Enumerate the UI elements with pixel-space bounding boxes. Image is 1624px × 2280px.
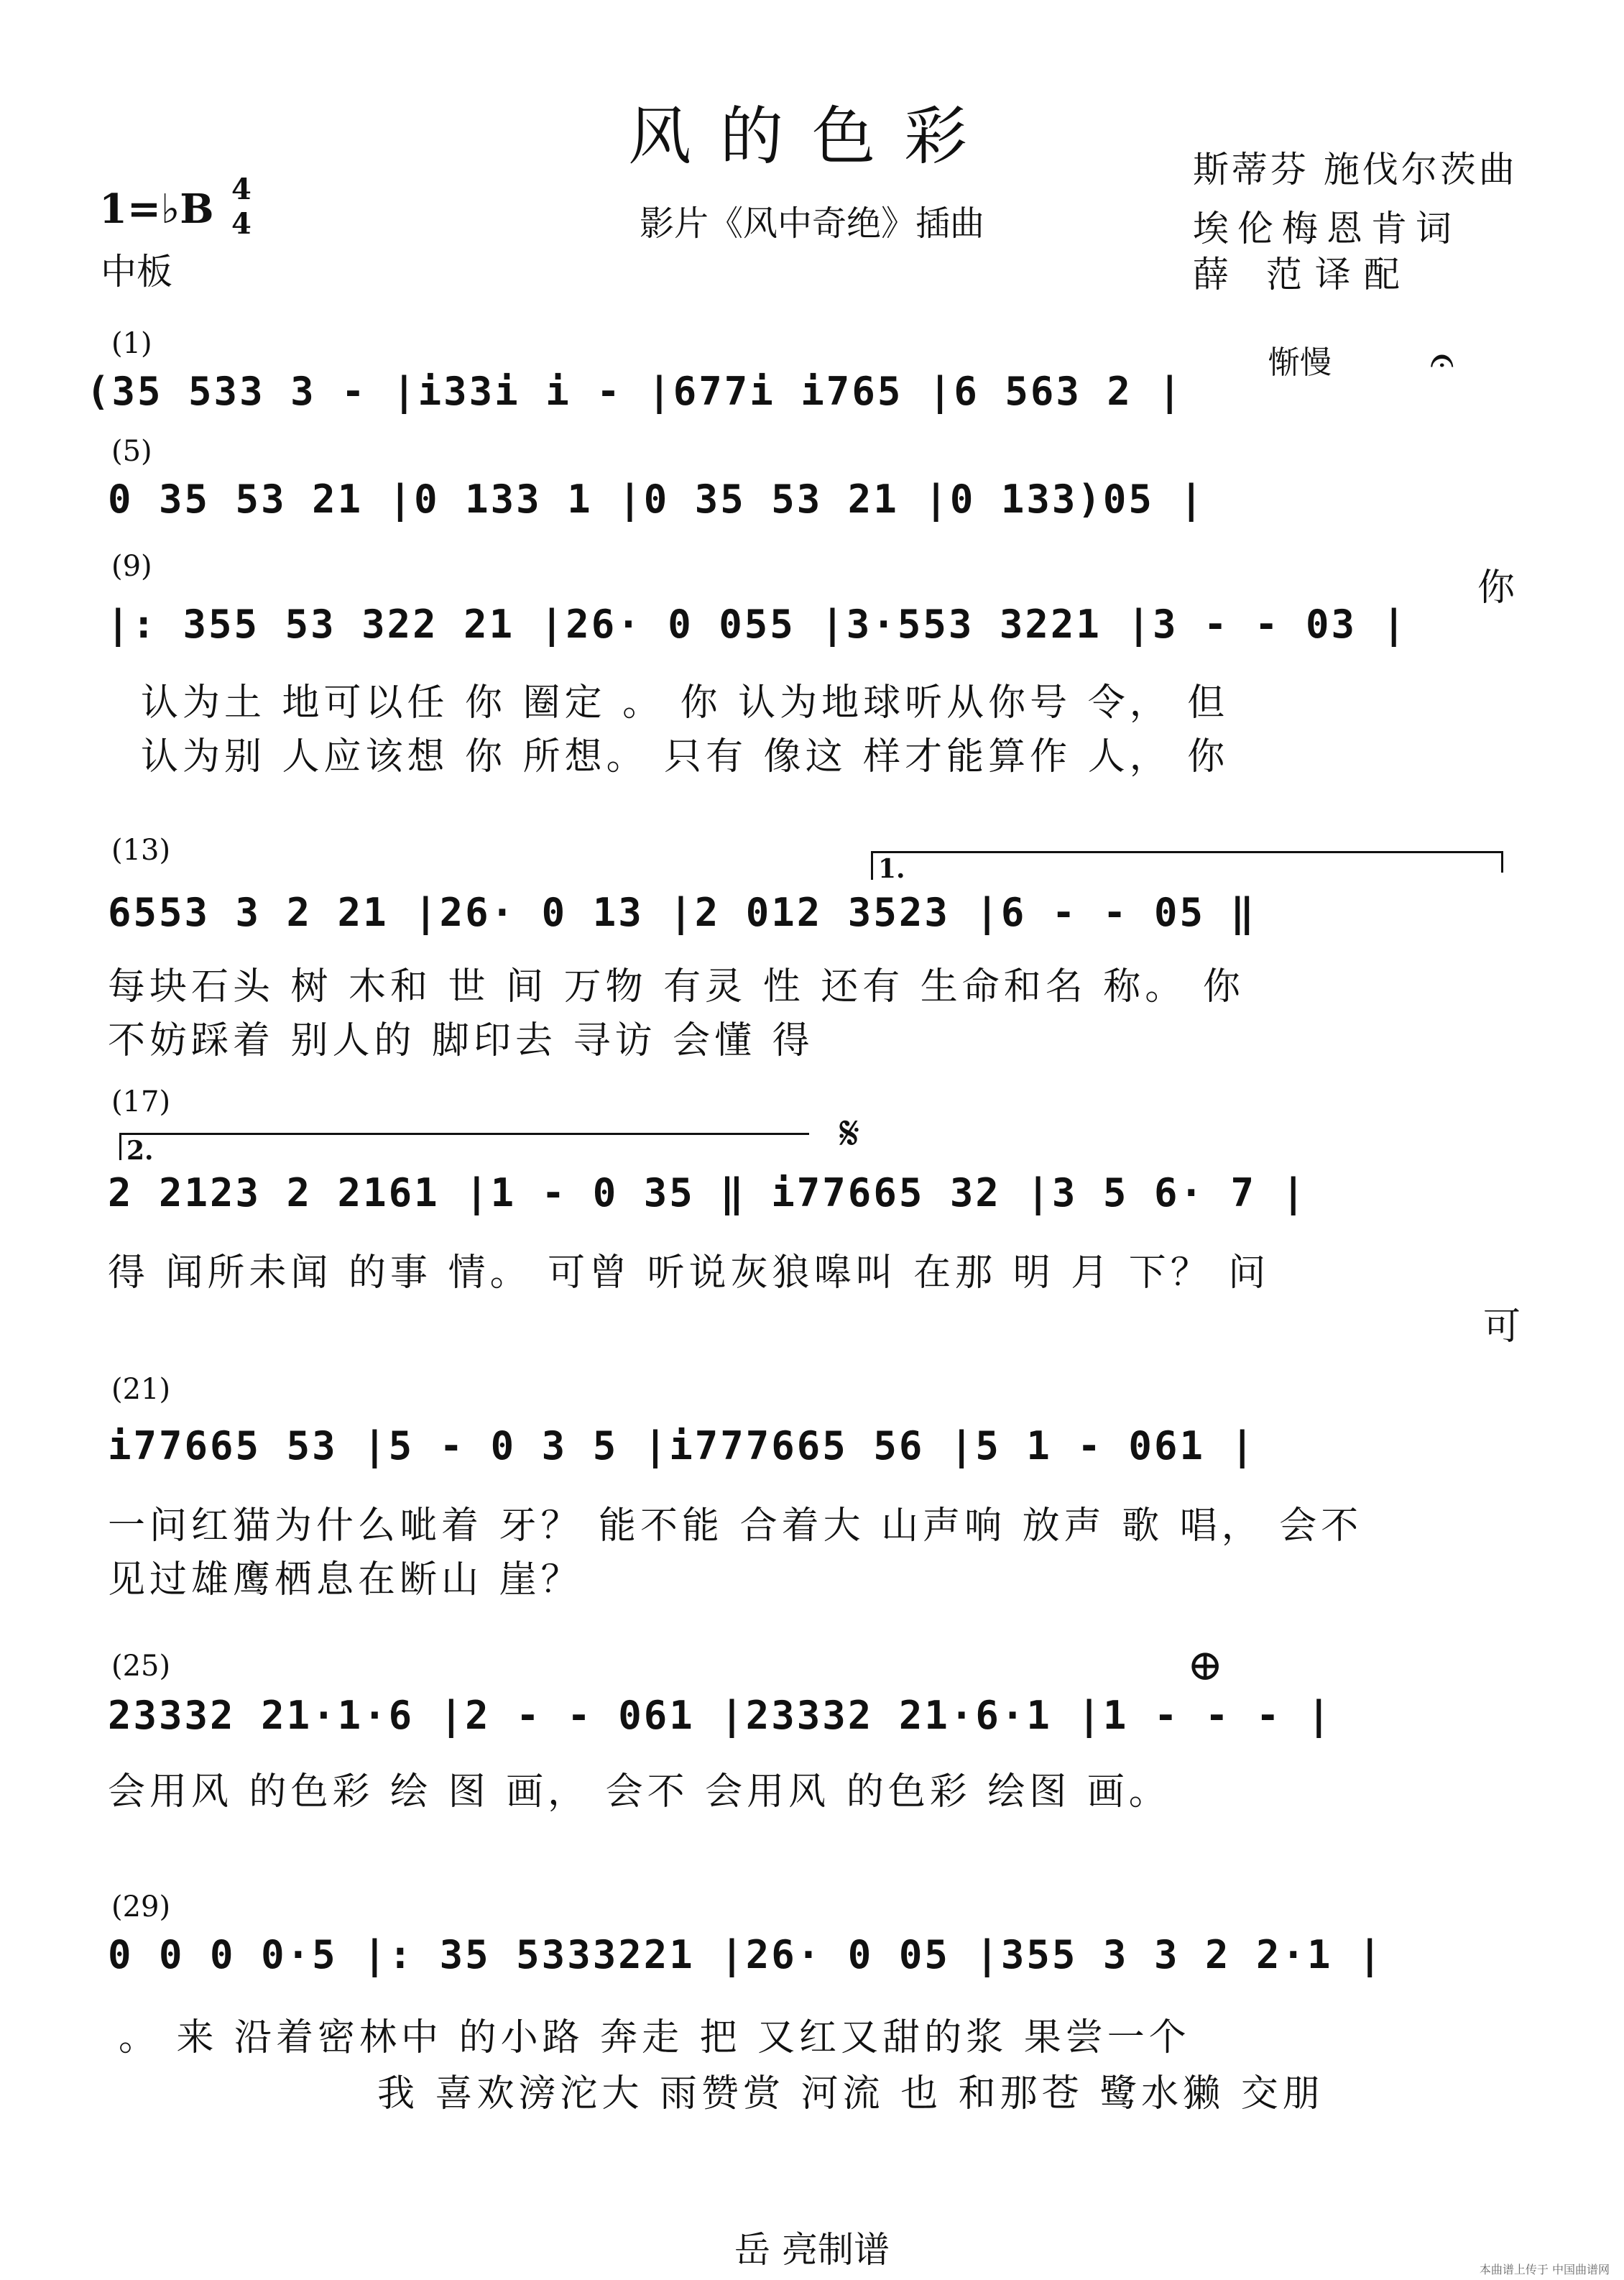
- volta-2-label: 2.: [126, 1136, 154, 1166]
- lyric-verse-2: 认为别 人应该想 你 所想。 只有 像这 样才能算作 人， 你: [141, 735, 1229, 778]
- measure-number: (29): [111, 1890, 171, 1923]
- arranger-credit: 岳 亮制谱: [734, 2229, 890, 2271]
- time-signature-bottom: 4: [231, 207, 252, 241]
- notation-line: 0 0 0 0·5 |: 35 5333221 |26· 0 05 |355 3 3 2 2·1 |: [108, 1932, 1384, 1977]
- notation-line: (35 533 3 - |i33i i - |677i i765 |6 563 2 |: [86, 369, 1184, 414]
- lyric-verse-2: 我 喜欢滂沱大 雨赞赏 河流 也 和那苍 鹭水獭 交朋: [377, 2072, 1324, 2115]
- composer-credit: 斯蒂芬 施伐尔茨曲: [1193, 149, 1518, 190]
- measure-number: (13): [111, 834, 171, 867]
- volta-1-bracket-start: [871, 851, 873, 880]
- subtitle: 影片《风中奇绝》插曲: [639, 203, 984, 244]
- time-signature-top: 4: [231, 173, 252, 206]
- lyric-verse-1: 每块石头 树 木和 世 间 万物 有灵 性 还有 生命和名 称。 你: [108, 965, 1245, 1008]
- notation-line: 2 2123 2 2161 |1 - 0 35 ‖ i77665 32 |3 5 6· 7 |: [108, 1170, 1308, 1215]
- lyric-verse-1: 得 闻所未闻 的事 情。 可曾 听说灰狼嗥叫 在那 明 月 下？ 问: [108, 1251, 1270, 1295]
- site-watermark: 本曲谱上传于 中国曲谱网: [1479, 2263, 1610, 2276]
- lyric-verse-2: 不妨踩着 别人的 脚印去 寻访 会懂 得: [108, 1019, 814, 1062]
- volta-1-label: 1.: [878, 854, 905, 884]
- lyric-verse-1: 会用风 的色彩 绘 图 画， 会不 会用风 的色彩 绘图 画。: [108, 1770, 1171, 1814]
- volta-1-bracket-end: [1501, 851, 1503, 873]
- lyric-verse-2: 见过雄鹰栖息在断山 崖？: [108, 1558, 583, 1601]
- page-title: 风的色彩: [627, 99, 996, 173]
- notation-line: |: 355 53 322 21 |26· 0 055 |3·553 3221 |3 - - 03 |: [106, 602, 1408, 647]
- measure-number: (1): [111, 327, 152, 360]
- lyric-verse-1: 认为土 地可以任 你 圈定 。 你 认为地球听从你号 令， 但: [141, 681, 1229, 725]
- notation-line: 0 35 53 21 |0 133 1 |0 35 53 21 |0 133)05 |: [108, 477, 1205, 522]
- time-signature: [231, 173, 252, 242]
- ritardando-marking: 惭慢: [1268, 344, 1332, 381]
- measure-number: (21): [111, 1373, 171, 1406]
- volta-2-bracket: [119, 1133, 809, 1135]
- notation-line: i77665 53 |5 - 0 3 5 |i777665 56 |5 1 - 061 |: [108, 1423, 1256, 1468]
- lyric-verse-1: 一问红猫为什么呲着 牙？ 能不能 合着大 山声响 放声 歌 唱， 会不: [108, 1504, 1363, 1548]
- coda-icon: ⊕: [1187, 1640, 1224, 1691]
- fermata-icon: 𝄐: [1430, 335, 1454, 385]
- volta-1-bracket: [871, 851, 1503, 853]
- measure-number: (25): [111, 1650, 171, 1683]
- lyric-verse-1: 。 来 沿着密林中 的小路 奔走 把 又红又甜的浆 果尝一个: [119, 2016, 1191, 2059]
- volta-2-bracket-start: [119, 1133, 121, 1160]
- notation-line: 23332 21·1·6 |2 - - 061 |23332 21·6·1 |1 - - - |: [108, 1693, 1333, 1738]
- translator-credit: 薛 范译配: [1193, 254, 1413, 295]
- pickup-word: 你: [1477, 566, 1520, 610]
- notation-line: 6553 3 2 21 |26· 0 13 |2 012 3523 |6 - - 05 ‖: [108, 890, 1256, 935]
- key-signature: 1=♭B: [99, 185, 214, 233]
- lyricist-credit: 埃伦梅恩肯词: [1193, 208, 1460, 249]
- tempo-marking: 中板: [101, 251, 172, 293]
- measure-number: (9): [111, 550, 152, 583]
- measure-number: (17): [111, 1085, 171, 1118]
- segno-icon: 𝄋: [839, 1105, 860, 1161]
- lyric-verse-2: 可: [1483, 1305, 1526, 1348]
- measure-number: (5): [111, 435, 152, 468]
